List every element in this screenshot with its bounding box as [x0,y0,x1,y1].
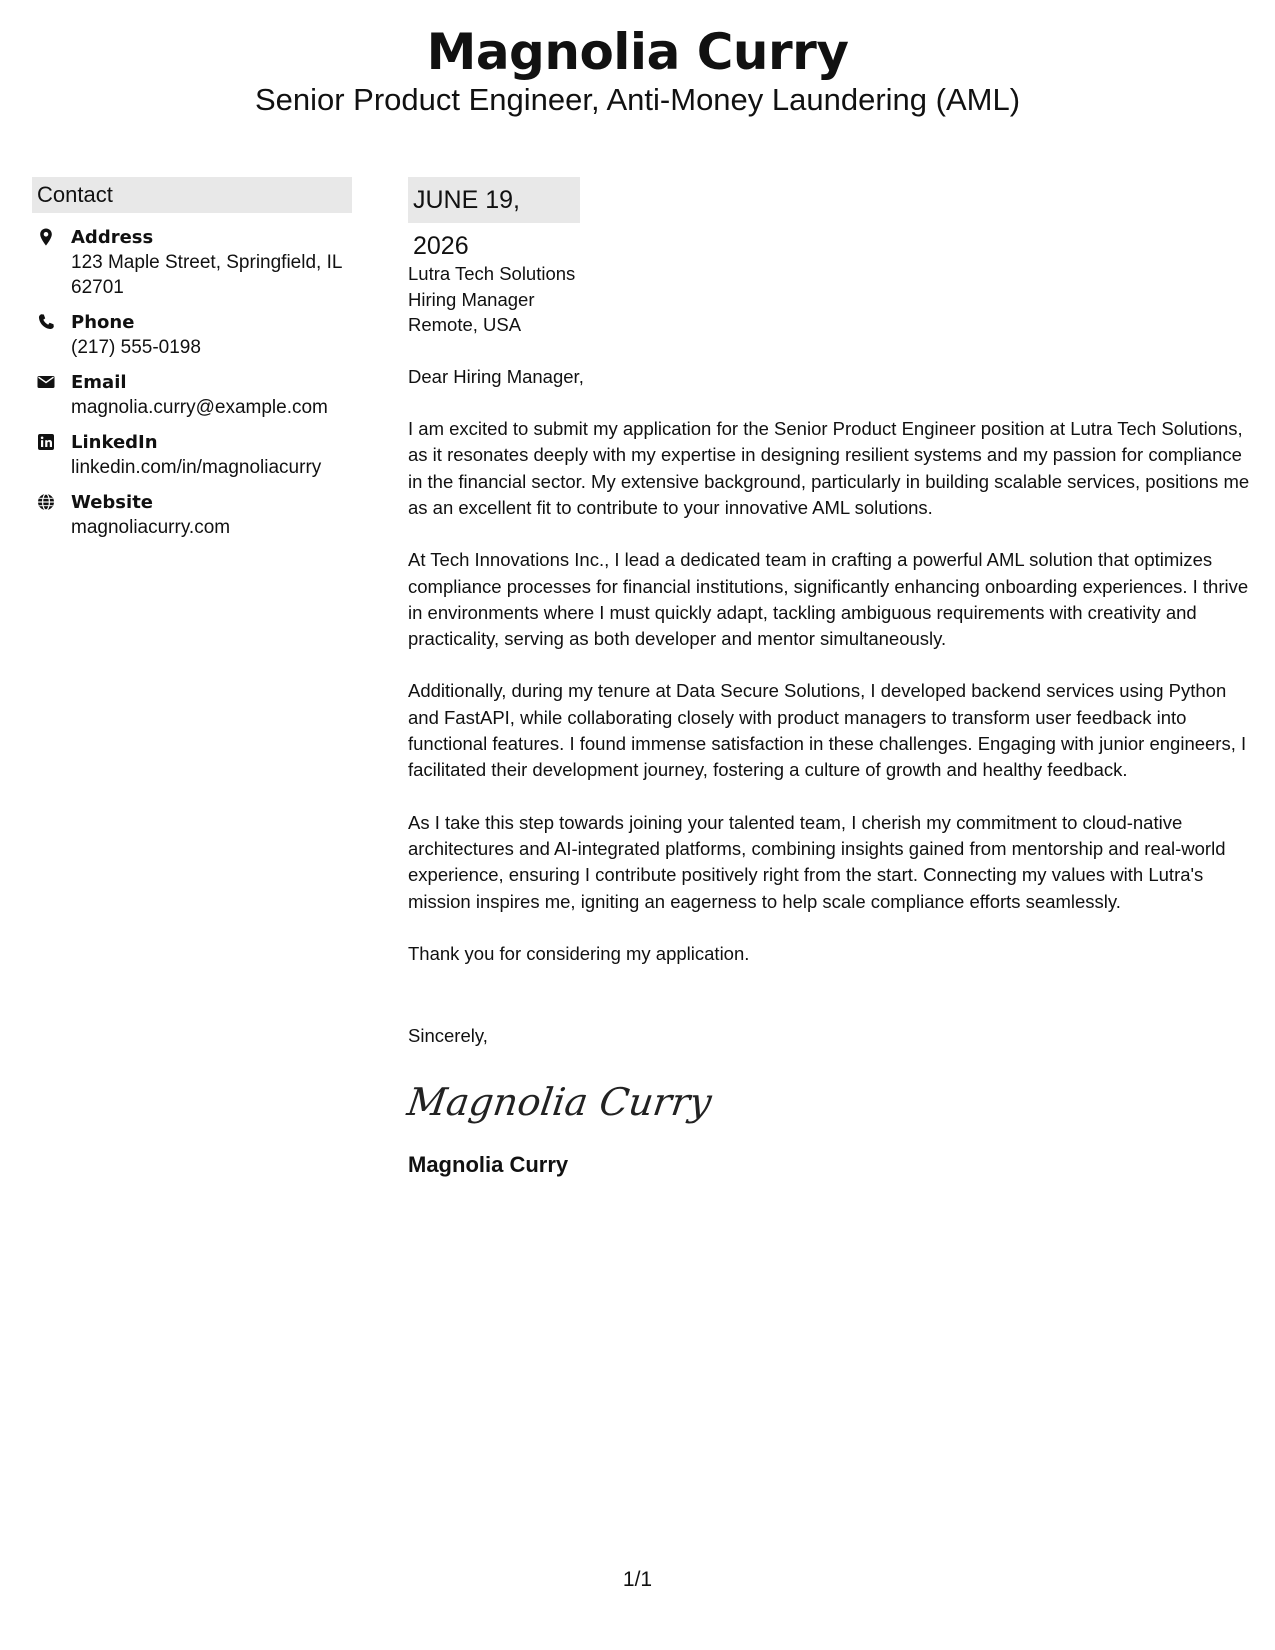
linkedin-icon [36,432,56,452]
address-value: 123 Maple Street, Springfield, IL 62701 [71,252,342,298]
applicant-name: Magnolia Curry [426,23,849,81]
contact-label: Email [71,372,127,393]
recipient-block [408,261,1253,338]
phone-icon [36,312,56,332]
letter-paragraph: As I take this step towards joining your talented team, I cherish my commitment to cloud-native architectures and AI-integrated platforms, combining insights gained from mentorship and real-world experience, ensuring I contribute positively right from the start. Connecting my values with Lutra's mission inspires me, igniting an eagerness to help scale compliance efforts seamlessly. [408,811,1226,912]
recipient-location: Remote, USA [408,314,522,336]
document-header [0,22,1275,118]
applicant-role: Senior Product Engineer, Anti-Money Laundering (AML) [254,82,1021,117]
contact-item-website [32,490,352,540]
contact-item-phone [32,310,352,360]
contact-label: Phone [71,312,135,333]
letter-body [404,177,1253,1179]
letter-paragraph: I am excited to submit my application for the Senior Product Engineer position at Lutra Tech Solutions, as it resonates deeply with my expertise in designing resilient systems and my passion for compliance in the financial sector. My extensive background, particularly in building scalable services, positions me as an excellent fit to contribute to your innovative AML solutions. [408,418,1250,518]
closing: Sincerely, [408,1025,488,1047]
phone-value: (217) 555-0198 [71,337,201,358]
contact-label: Address [71,227,154,248]
signature-text: Magnolia Curry [404,1081,715,1126]
letter-paragraph: Additionally, during my tenure at Data Secure Solutions, I developed backend services using Python and FastAPI, while collaborating closely with product managers to transform user feedback into functional features. I found immense satisfaction in these challenges. Engaging with junior engineers, I facilitated their development journey, fostering a culture of growth and healthy feedback. [408,680,1247,781]
map-pin-icon [36,227,56,247]
contact-sidebar [32,177,352,550]
letter-paragraph: At Tech Innovations Inc., I lead a dedicated team in crafting a powerful AML solution that optimizes compliance processes for financial institutions, significantly enhancing onboarding experiences. I thrive in environments where I must quickly adapt, tackling ambiguous requirements with creativity and practicality, serving as both developer and mentor simultaneously. [408,549,1249,650]
contact-label: LinkedIn [71,432,158,453]
globe-icon [36,492,56,512]
website-value[interactable]: magnoliacurry.com [71,517,231,538]
contact-label: Website [71,492,154,513]
envelope-icon [36,372,56,392]
page-number: 1/1 [622,1568,653,1591]
signature-image [404,1071,1253,1133]
contact-item-address [32,225,352,300]
linkedin-value[interactable]: linkedin.com/in/magnoliacurry [71,457,322,478]
contact-item-email [32,370,352,420]
letter-date: JUNE 19, 2026 [408,177,580,223]
recipient-title: Hiring Manager [408,288,535,310]
salutation: Dear Hiring Manager, [408,365,584,387]
letter-paragraph: Thank you for considering my application. [408,942,750,964]
signer-name: Magnolia Curry [408,1152,569,1178]
contact-item-linkedin [32,430,352,480]
recipient-company: Lutra Tech Solutions [408,263,576,285]
email-value[interactable]: magnolia.curry@example.com [71,397,328,418]
contact-heading: Contact [32,177,352,213]
